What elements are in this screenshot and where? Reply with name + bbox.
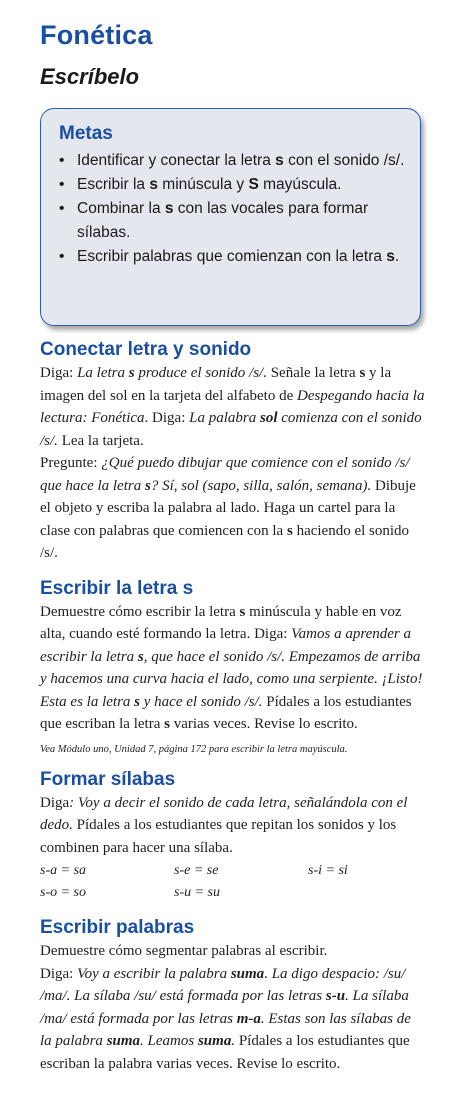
- goals-list: [59, 149, 406, 269]
- text-run: s: [128, 365, 135, 381]
- section-paragraph: [40, 940, 425, 963]
- text-run: s: [239, 603, 246, 620]
- goal-item: [59, 173, 406, 197]
- text-run: Diga:: [40, 965, 78, 982]
- text-run: Pregunte:: [40, 455, 102, 471]
- goal-item: [59, 245, 406, 269]
- text-run: Dibuje el objeto y escriba la palabra al lado. Haga un cartel para la clase con palabras que comiencen con la: [40, 477, 416, 539]
- text-run: s: [359, 365, 366, 381]
- goal-item: [59, 149, 406, 173]
- text-run: Señale la letra: [266, 365, 360, 381]
- text-run: Pídales a los estudiantes que repitan los sonidos y los combinen para hacer una sílaba.: [40, 817, 397, 856]
- text-run: Vamos a aprender a escribir la letra: [40, 626, 412, 665]
- text-run: Despegando hacia la lectura: Fonética: [40, 387, 425, 426]
- goal-text: [77, 200, 368, 241]
- text-run: ¿Qué puedo dibujar que comience con el sonido /s/ que hace la letra: [40, 455, 410, 494]
- text-run: Pídales a los estudiantes que escriban la letra: [40, 693, 412, 732]
- content-column: [40, 338, 425, 1075]
- goal-text: [77, 152, 404, 169]
- text-run: Escribir palabras que comienzan con la letra: [77, 248, 387, 265]
- text-run: s: [275, 152, 284, 169]
- text-run: y la imagen del sol en la tarjeta del alfabeto de: [40, 365, 392, 404]
- goals-title: Metas: [59, 123, 113, 144]
- text-run: con el sonido /s/.: [283, 152, 405, 169]
- text-run: s: [149, 176, 158, 193]
- section-heading: Conectar letra y sonido: [40, 339, 252, 360]
- text-run: s: [134, 693, 141, 710]
- text-run: Escribir la: [77, 176, 150, 193]
- text-run: minúscula y: [157, 176, 249, 193]
- bullet-icon: •: [59, 176, 65, 193]
- text-run: minúscula y hable en voz alta, cuando esté formando la letra. Diga:: [40, 603, 402, 642]
- section-paragraph: [40, 963, 425, 1076]
- text-run: s: [286, 522, 293, 539]
- text-run: con las vocales para formar sílabas.: [77, 200, 369, 241]
- text-run: . La sílaba /ma/ está formada por las letras: [40, 988, 409, 1027]
- section-paragraph: [40, 601, 425, 736]
- text-run: s: [164, 200, 174, 217]
- text-run: haciendo el sonido /s/.: [40, 522, 410, 561]
- text-run: produce el sonido /s/.: [134, 365, 267, 381]
- section-syllables: [40, 768, 425, 905]
- syllable-item: s-a = sa: [40, 863, 87, 878]
- text-run: varias veces. Revise lo escrito.: [169, 716, 358, 732]
- text-run: s-u: [325, 988, 346, 1004]
- text-run: s: [144, 477, 151, 494]
- syllable-item: s-u = su: [174, 885, 221, 900]
- syllable-item: s-i = si: [308, 863, 348, 878]
- bullet-icon: •: [59, 248, 65, 265]
- section-heading: Escribir palabras: [40, 917, 195, 938]
- text-run: Diga:: [40, 365, 78, 381]
- text-run: suma: [197, 1033, 232, 1049]
- text-run: mayúscula.: [258, 176, 342, 193]
- text-run: La letra: [77, 365, 129, 381]
- text-run: . Estas son las sílabas de la palabra: [40, 1010, 411, 1049]
- text-run: comienza con el sonido /s/.: [40, 410, 422, 449]
- goal-item: [59, 197, 406, 245]
- goal-text: [77, 176, 341, 193]
- page-title: Fonética: [40, 20, 153, 50]
- text-run: Demuestre cómo segmentar palabras al escribir.: [40, 943, 328, 959]
- text-run: .: [231, 1033, 236, 1049]
- text-run: s: [386, 248, 395, 265]
- text-run: m-a: [236, 1010, 261, 1027]
- section-write-words: [40, 916, 425, 1075]
- text-run: .: [394, 248, 400, 265]
- text-run: ? Sí, sol (sapo, silla, salón, semana).: [150, 477, 372, 494]
- text-run: Diga: [40, 794, 70, 811]
- text-run: suma: [230, 965, 265, 982]
- syllable-grid: [40, 860, 425, 904]
- page-subtitle: Escríbelo: [40, 64, 140, 89]
- text-run: Pídales a los estudiantes que escriban la palabra varias veces. Revise lo escrito.: [40, 1033, 410, 1072]
- section-write-letter: [40, 577, 425, 758]
- text-run: Combinar la: [77, 200, 165, 217]
- text-run: Demuestre cómo escribir la letra: [40, 603, 240, 620]
- section-note: Vea Módulo uno, Unidad 7, página 172 para escribir la letra mayúscula.: [40, 743, 348, 755]
- bullet-icon: •: [59, 200, 65, 217]
- section-connect: [40, 338, 425, 565]
- text-run: sol: [259, 410, 278, 426]
- text-run: , que hace el sonido /s/. Empezamos de arriba y hacemos una curva hacia el lado, como una serpiente. ¡Listo! Esta es la letra: [40, 648, 423, 710]
- syllable-item: s-o = so: [40, 885, 87, 900]
- section-paragraph: [40, 792, 425, 860]
- text-run: Lea la tarjeta.: [57, 432, 144, 449]
- text-run: suma: [106, 1033, 141, 1049]
- text-run: La palabra: [189, 410, 260, 426]
- text-run: y hace el sonido /s/.: [140, 693, 263, 710]
- text-run: S: [248, 176, 259, 193]
- text-run: s: [137, 648, 144, 665]
- text-run: . Diga:: [144, 410, 190, 426]
- bullet-icon: •: [59, 152, 65, 169]
- text-run: s: [164, 716, 170, 732]
- text-run: . Leamos: [140, 1033, 198, 1049]
- section-paragraph: [40, 362, 425, 452]
- text-run: Identificar y conectar la letra: [77, 152, 276, 169]
- section-paragraph: [40, 452, 425, 565]
- goals-box: [40, 108, 421, 326]
- text-run: . La digo despacio: /su/ /ma/. La sílaba /su/ está formada por las letras: [40, 965, 406, 1004]
- syllable-item: s-e = se: [174, 863, 219, 878]
- text-run: : Voy a decir el sonido de cada letra, señalándola con el dedo.: [40, 794, 408, 833]
- section-heading: Escribir la letra s: [40, 577, 194, 599]
- goal-text: [77, 248, 399, 265]
- section-heading: Formar sílabas: [40, 768, 176, 790]
- text-run: Voy a escribir la palabra: [77, 965, 231, 982]
